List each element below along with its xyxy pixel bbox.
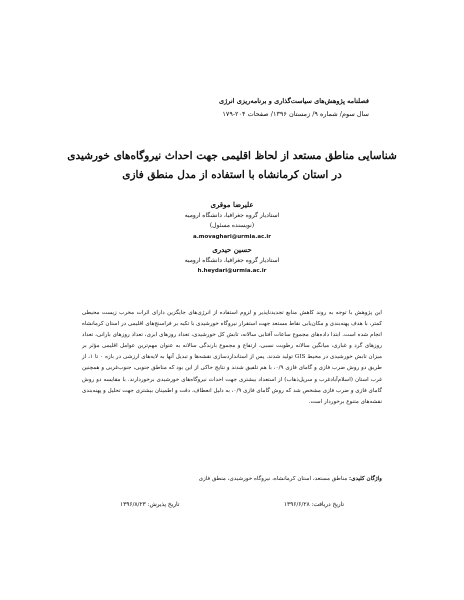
abstract: این پژوهش با توجه به روند کاهش منابع تجدیدناپذیر و لزوم استفاده از انرژی‌های جایگزین دارای اثرات مخرب زیست محیطی کمتر، با هدف پهنه‌بندی و مکان‌یابی نقاط مستعد جهت استقرار نیروگاه خورشیدی با تکیه بر فراسنج‌های اقلیمی در استان کرمانشاه انجام شده است. ابتدا داده‌های مجموع ساعات آفتابی سالانه، تابش کل خورشیدی، تعداد روزهای ابری، تعداد روزهای بارانی، تعداد روزهای گرد و غباری، میانگین سالانه رطوبت نسبی، ارتفاع و مجموع بارندگی سالانه به عنوان مهم‌ترین عوامل اقلیمی مؤثر بر میزان تابش خورشیدی در محیط GIS تولید شدند. پس از استانداردسازی نقشه‌ها و تبدیل آنها به لایه‌های ارزشی در بازه ۰ تا ۱، از طریق دو روش ضرب فازی و گامای فازی ۰/۹، با هم تلفیق شدند و نتایج حاکی از این بود که مناطق جنوبی، جنوب‌غربی و همچنین غرب استان (اسلام‌آبادغرب و سرپل‌ذهاب) از استعداد بیشتری جهت احداث نیروگاه‌های خورشیدی برخوردارند. با مقایسه دو روش گامای فازی و ضرب فازی مشخص شد که روش گامای فازی ۰/۹، به دلیل انعطاف، دقت و اطمینان بیشتری جهت تحلیل و پهنه‌بندی نقشه‌های متنوع برخوردار است.: [82, 310, 382, 405]
keywords-text: مناطق مستعد، استان کرمانشاه، نیروگاه خورشیدی، منطق فازی: [198, 476, 348, 482]
author-email: a.movaghari@urmia.ac.ir: [193, 233, 271, 240]
author-affiliation: استادیار گروه جغرافیا، دانشگاه ارومیه: [184, 211, 280, 219]
title-line: شناسایی مناطق مستعد از لحاظ اقلیمی جهت احداث نیروگاه‌های خورشیدی: [67, 150, 397, 162]
author-role: (نویسنده مسئول): [209, 222, 255, 229]
keywords-label: واژگان کلیدی:: [349, 476, 382, 482]
journal-issue-line: سال سوم/ شماره ۹/ زمستان ۱۳۹۶/ صفحات ۲۰۴-۱۷۹: [222, 110, 369, 118]
author-name: علیرضا موقری: [210, 200, 254, 209]
author-email: h.heydari@urmia.ac.ir: [197, 268, 267, 274]
author-affiliation: استادیار گروه جغرافیا، دانشگاه ارومیه: [184, 256, 280, 264]
authors-block: [150, 200, 314, 277]
journal-header: [89, 95, 369, 121]
article-title: [60, 147, 404, 185]
author-name: حسین حیدری: [212, 245, 252, 254]
keywords: [82, 474, 382, 484]
dates-row: [120, 502, 344, 508]
journal-name: فصلنامه پژوهش‌های سیاست‌گذاری و برنامه‌ریزی انرژی: [219, 97, 369, 105]
received-date: تاریخ دریافت: ۱۳۹۶/۶/۲۸: [283, 502, 344, 508]
accepted-date: تاریخ پذیرش: ۱۳۹۶/۸/۲۳: [120, 502, 180, 508]
title-line: در استان کرمانشاه با استفاده از مدل منطق فازی: [122, 169, 342, 181]
